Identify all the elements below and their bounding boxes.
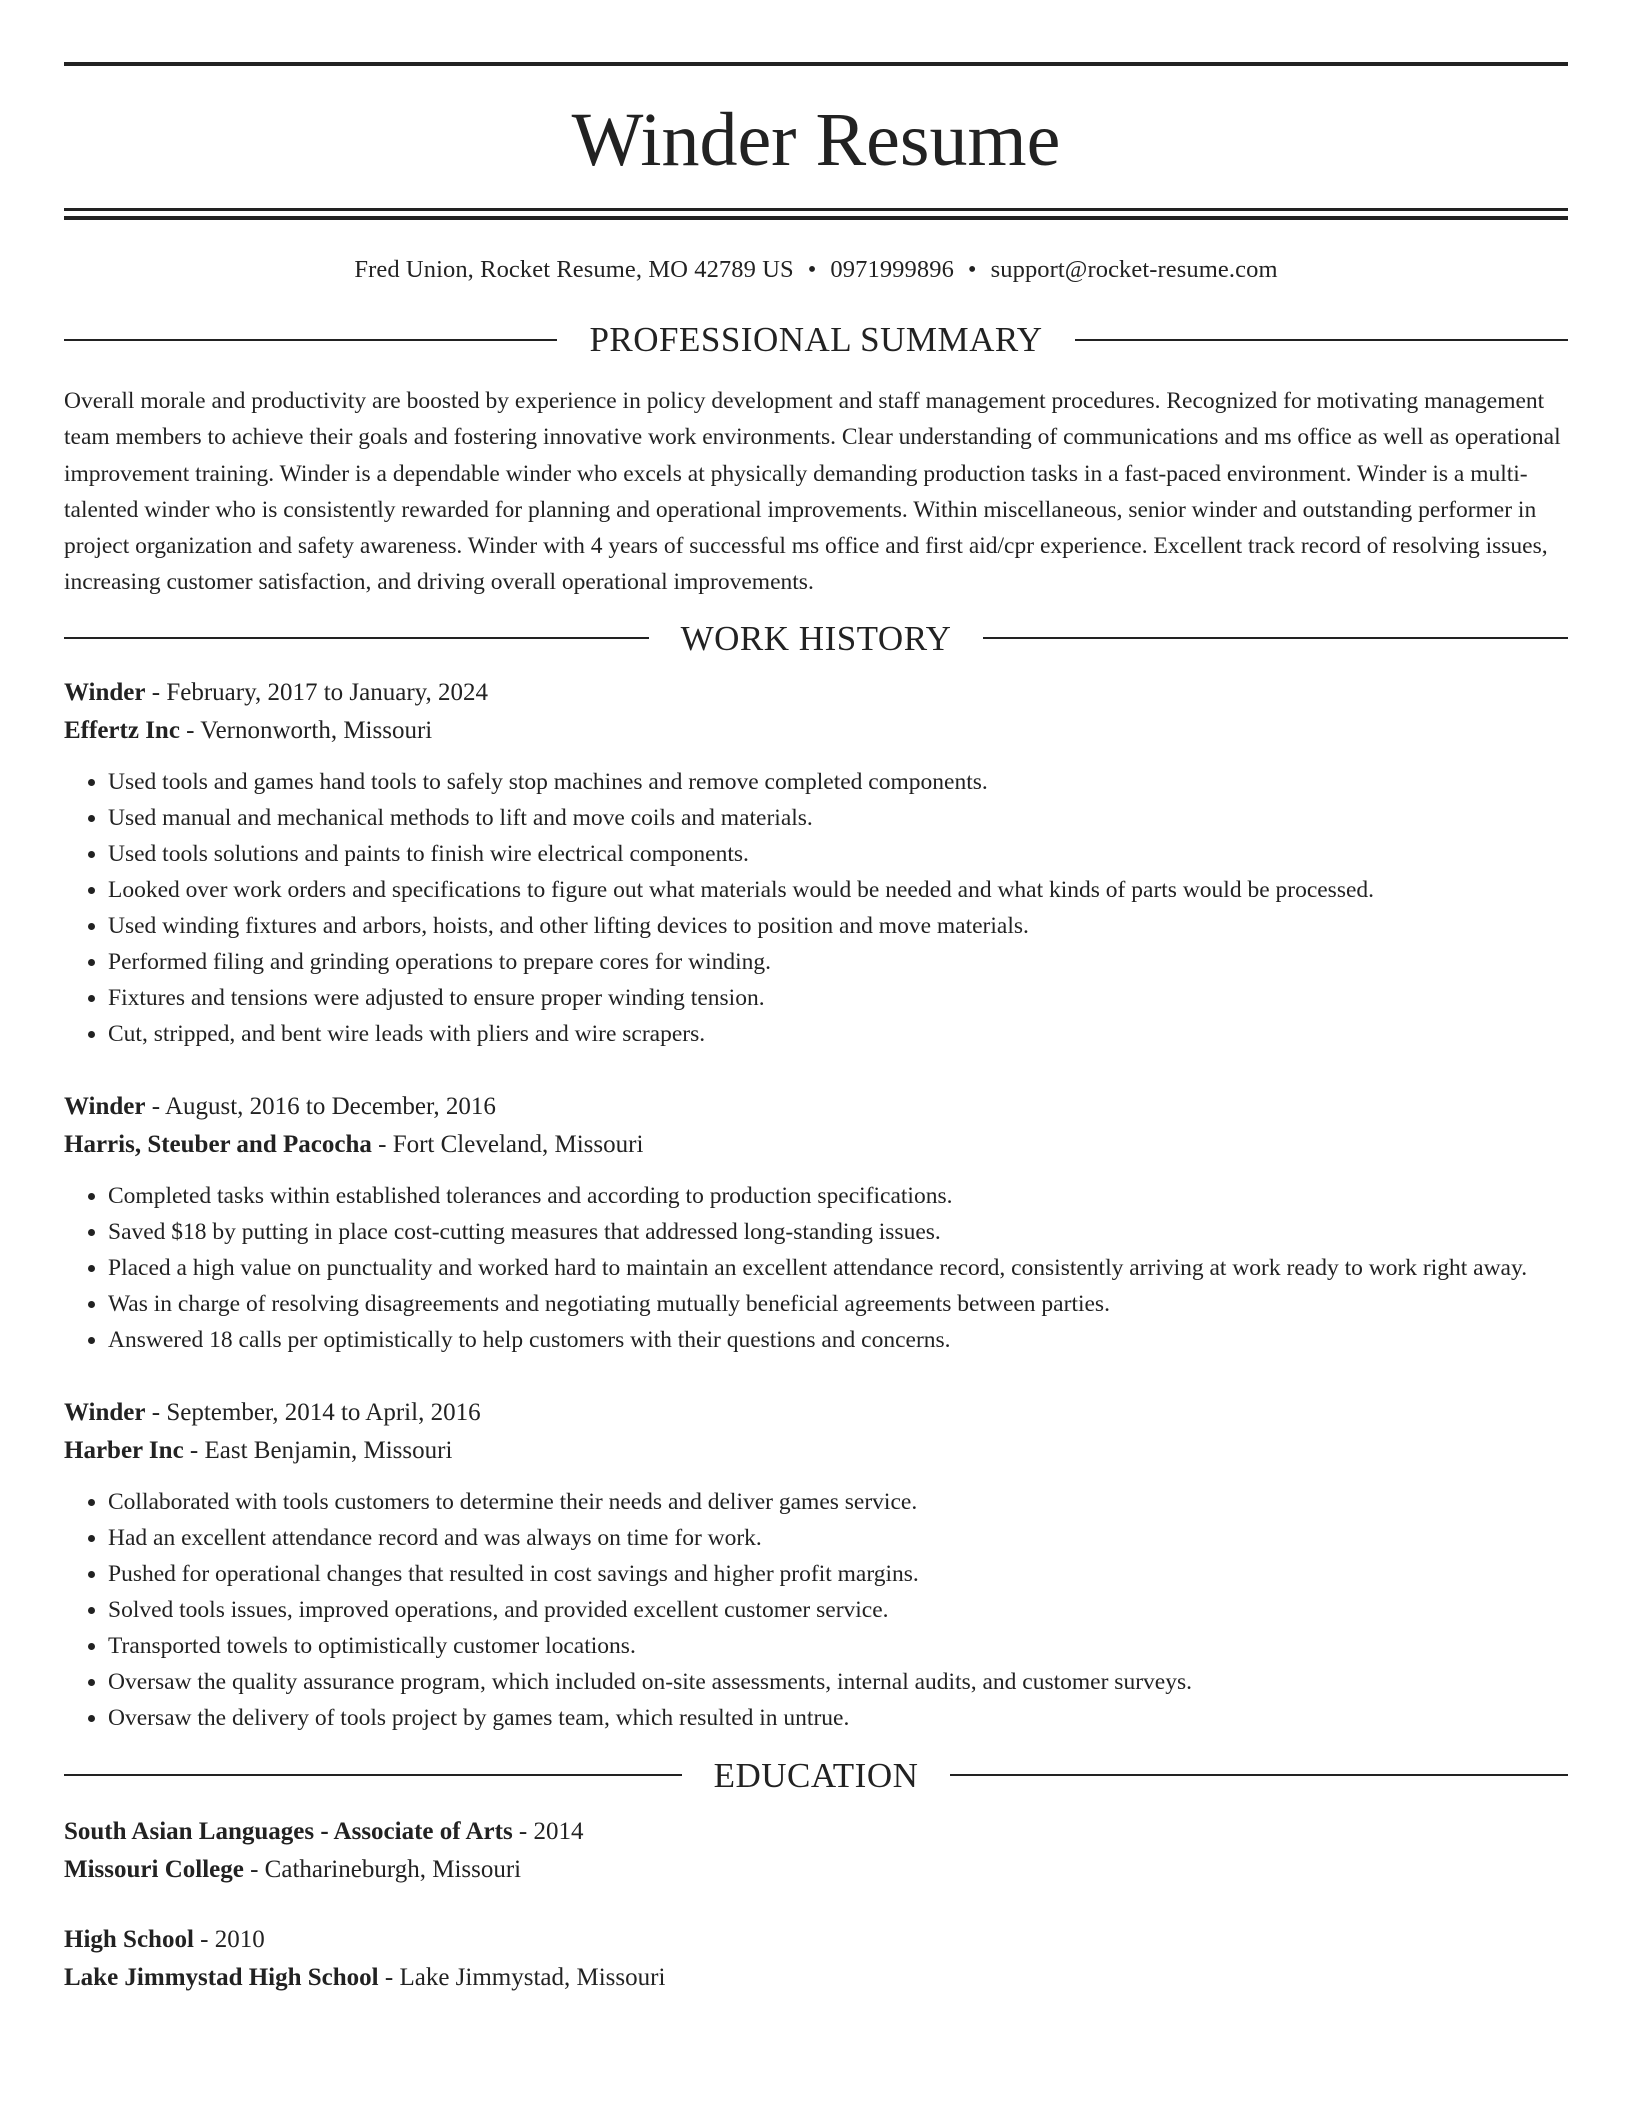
duty-item: • Used manual and mechanical methods to lift and move coils and materials. bbox=[108, 800, 1568, 836]
contact-separator: • bbox=[807, 256, 817, 283]
job-location: - Vernonworth, Missouri bbox=[179, 716, 433, 744]
top-rule bbox=[64, 62, 1568, 66]
education-year: - 2010 bbox=[193, 1925, 265, 1953]
education-year: - 2014 bbox=[512, 1817, 584, 1845]
education-degree-line bbox=[64, 1813, 1568, 1851]
job-dates: - September, 2014 to April, 2016 bbox=[145, 1398, 481, 1426]
job-title: Winder bbox=[64, 1398, 146, 1426]
job-location: - Fort Cleveland, Missouri bbox=[371, 1130, 644, 1158]
education-school-line bbox=[64, 1851, 1568, 1889]
duty-item: • Transported towels to optimistically customer locations. bbox=[108, 1628, 1568, 1664]
job-duties-list bbox=[64, 1178, 1568, 1358]
education-degree-line bbox=[64, 1921, 1568, 1959]
job-title-line bbox=[64, 1088, 1568, 1126]
job-entry bbox=[64, 674, 1568, 1052]
duty-item: • Saved $18 by putting in place cost-cutting measures that addressed long-standing issues. bbox=[108, 1214, 1568, 1250]
job-company-line bbox=[64, 1126, 1568, 1164]
education-heading-label: EDUCATION bbox=[713, 1755, 919, 1795]
duty-item: • Had an excellent attendance record and was always on time for work. bbox=[108, 1520, 1568, 1556]
summary-heading-label: PROFESSIONAL SUMMARY bbox=[589, 320, 1043, 359]
education-degree: High School bbox=[64, 1925, 194, 1953]
duty-item: • Collaborated with tools customers to determine their needs and deliver games service. bbox=[108, 1484, 1568, 1520]
duty-item: • Performed filing and grinding operations to prepare cores for winding. bbox=[108, 944, 1568, 980]
job-company: Harber Inc bbox=[64, 1436, 184, 1464]
job-company-line bbox=[64, 712, 1568, 750]
education-section-heading bbox=[64, 1755, 1568, 1795]
contact-email: support@rocket-resume.com bbox=[990, 256, 1278, 283]
job-location: - East Benjamin, Missouri bbox=[183, 1436, 453, 1464]
summary-section-heading bbox=[64, 322, 1568, 357]
duty-item: • Completed tasks within established tolerances and according to production specifications. bbox=[108, 1178, 1568, 1214]
education-school-line bbox=[64, 1959, 1568, 1997]
job-dates: - February, 2017 to January, 2024 bbox=[145, 678, 489, 706]
contact-line bbox=[64, 256, 1568, 284]
heading-rule-left bbox=[64, 1774, 682, 1776]
job-entry bbox=[64, 1394, 1568, 1736]
heading-rule-right bbox=[983, 637, 1568, 639]
job-duties-list bbox=[64, 764, 1568, 1052]
contact-phone: 0971999896 bbox=[830, 256, 954, 283]
education-degree: South Asian Languages - Associate of Arts bbox=[64, 1817, 513, 1845]
duty-item: • Fixtures and tensions were adjusted to ensure proper winding tension. bbox=[108, 980, 1568, 1016]
duty-item: • Pushed for operational changes that resulted in cost savings and higher profit margins. bbox=[108, 1556, 1568, 1592]
duty-item: • Used winding fixtures and arbors, hoists, and other lifting devices to position and move materials. bbox=[108, 908, 1568, 944]
duty-item: • Used tools and games hand tools to safely stop machines and remove completed components. bbox=[108, 764, 1568, 800]
job-company-line bbox=[64, 1432, 1568, 1470]
job-dates: - August, 2016 to December, 2016 bbox=[145, 1092, 496, 1120]
duty-item: • Cut, stripped, and bent wire leads with pliers and wire scrapers. bbox=[108, 1016, 1568, 1052]
contact-address: Fred Union, Rocket Resume, MO 42789 US bbox=[354, 256, 794, 283]
duty-item: • Answered 18 calls per optimistically to help customers with their questions and concerns. bbox=[108, 1322, 1568, 1358]
title-double-rule bbox=[64, 208, 1568, 220]
job-duties-list bbox=[64, 1484, 1568, 1736]
duty-item: • Was in charge of resolving disagreements and negotiating mutually beneficial agreements between parties. bbox=[108, 1286, 1568, 1322]
job-company: Harris, Steuber and Pacocha bbox=[64, 1130, 372, 1158]
duty-item: • Used tools solutions and paints to finish wire electrical components. bbox=[108, 836, 1568, 872]
job-company: Effertz Inc bbox=[64, 716, 180, 744]
contact-separator: • bbox=[967, 256, 977, 283]
duty-item: • Oversaw the delivery of tools project by games team, which resulted in untrue. bbox=[108, 1700, 1568, 1736]
heading-rule-right bbox=[950, 1774, 1568, 1776]
duty-item: • Solved tools issues, improved operations, and provided excellent customer service. bbox=[108, 1592, 1568, 1628]
summary-text: Overall morale and productivity are boosted by experience in policy development and staff management procedures. Recognized for motivating management team members to achieve their goals and fostering innovative work environments. Clear understanding of communications and ms office as well as operational improvement training. Winder is a dependable winder who excels at physically demanding production tasks in a fast-paced environment. Winder is a multi-talented winder who is consistently rewarded for planning and operational improvements. Within miscellaneous, senior winder and outstanding performer in project organization and safety awareness. Winder with 4 years of successful ms office and first aid/cpr experience. Excellent track record of resolving issues, increasing customer satisfaction, and driving overall operational improvements. bbox=[64, 388, 1561, 596]
education-location: - Lake Jimmystad, Missouri bbox=[378, 1963, 666, 1991]
work-history-section-heading bbox=[64, 618, 1568, 658]
heading-rule-right bbox=[1075, 339, 1568, 341]
education-school: Lake Jimmystad High School bbox=[64, 1963, 379, 1991]
job-title-line bbox=[64, 1394, 1568, 1432]
education-entry bbox=[64, 1921, 1568, 1997]
education-entry bbox=[64, 1813, 1568, 1889]
duty-item: • Looked over work orders and specifications to figure out what materials would be needed and what kinds of parts would be processed. bbox=[108, 872, 1568, 908]
heading-rule-left bbox=[64, 339, 557, 341]
job-title: Winder bbox=[64, 1092, 146, 1120]
job-title-line bbox=[64, 674, 1568, 712]
education-school: Missouri College bbox=[64, 1855, 244, 1883]
duty-item: • Placed a high value on punctuality and worked hard to maintain an excellent attendance record, consistently arriving at work ready to work right away. bbox=[108, 1250, 1568, 1286]
duty-item: • Oversaw the quality assurance program, which included on-site assessments, internal audits, and customer surveys. bbox=[108, 1664, 1568, 1700]
job-entry bbox=[64, 1088, 1568, 1358]
heading-rule-left bbox=[64, 637, 649, 639]
resume-title: Winder Resume bbox=[571, 98, 1061, 182]
work-history-heading-label: WORK HISTORY bbox=[680, 618, 952, 658]
job-title: Winder bbox=[64, 678, 146, 706]
education-location: - Catharineburgh, Missouri bbox=[243, 1855, 522, 1883]
